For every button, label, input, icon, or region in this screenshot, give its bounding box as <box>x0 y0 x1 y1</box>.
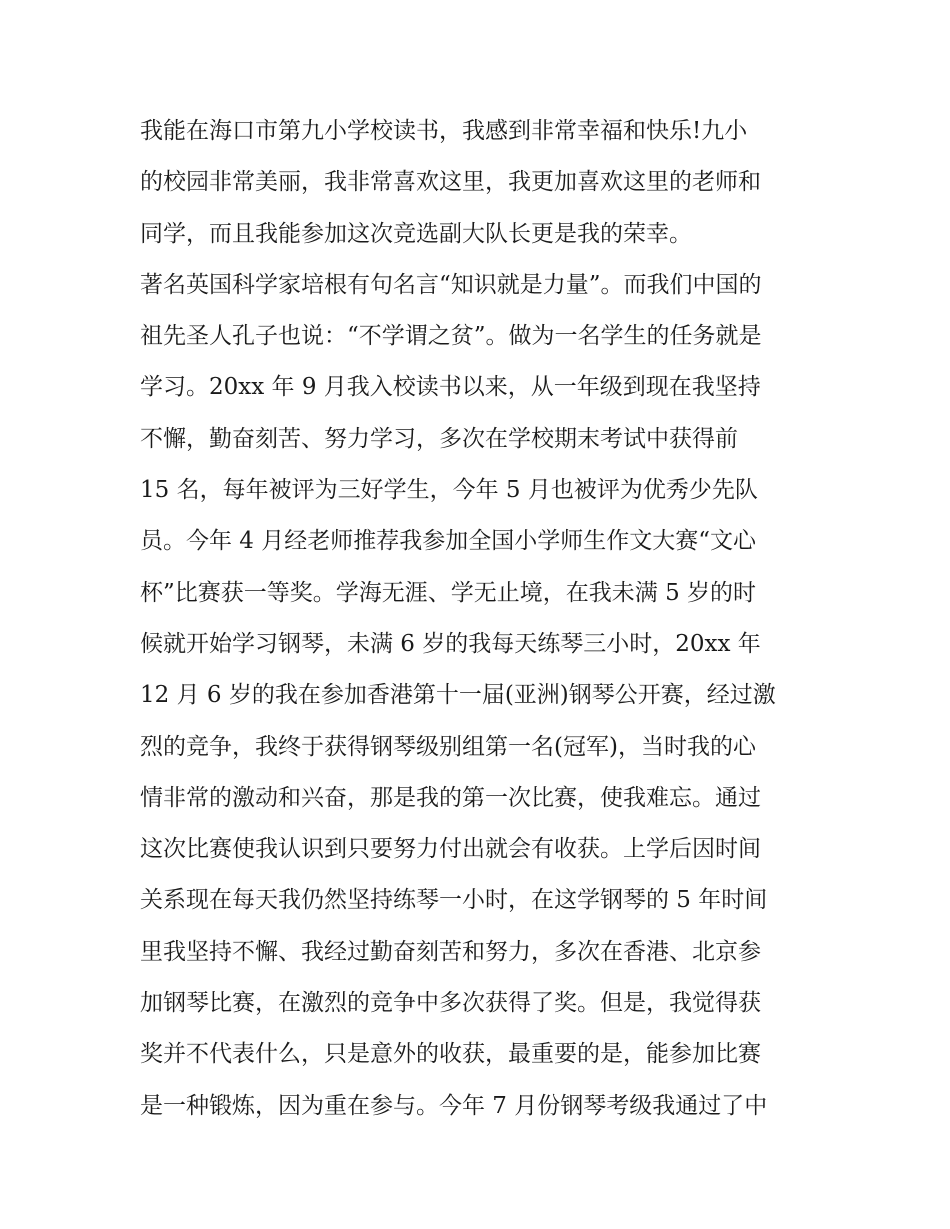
text-line-20: 是一种锻炼，因为重在参与。今年 7 月份钢琴考级我通过了中 <box>140 1092 768 1119</box>
body-text <box>140 106 830 1132</box>
text-line-11: 候就开始学习钢琴，未满 6 岁的我每天练琴三小时，20xx 年 <box>140 630 761 657</box>
text-line-14: 情非常的激动和兴奋，那是我的第一次比赛，使我难忘。通过 <box>140 784 761 811</box>
text-line-6: 学习。20xx 年 9 月我入校读书以来，从一年级到现在我坚持 <box>140 374 761 401</box>
text-line-18: 加钢琴比赛，在激烈的竞争中多次获得了奖。但是，我觉得获 <box>140 990 761 1017</box>
text-line-13: 烈的竞争，我终于获得钢琴级别组第一名(冠军)，当时我的心 <box>140 733 756 760</box>
text-line-16: 关系现在每天我仍然坚持练琴一小时，在这学钢琴的 5 年时间 <box>140 887 768 914</box>
text-line-12: 12 月 6 岁的我在参加香港第十一届(亚洲)钢琴公开赛，经过激 <box>140 682 776 709</box>
text-line-17: 里我坚持不懈、我经过勤奋刻苦和努力，多次在香港、北京参 <box>140 938 761 965</box>
text-line-9: 员。今年 4 月经老师推荐我参加全国小学师生作文大赛“文心 <box>140 528 757 555</box>
text-line-4: 著名英国科学家培根有句名言“知识就是力量”。而我们中国的 <box>140 271 762 298</box>
text-line-2: 的校园非常美丽，我非常喜欢这里，我更加喜欢这里的老师和 <box>140 169 761 196</box>
text-line-1: 我能在海口市第九小学校读书，我感到非常幸福和快乐!九小 <box>140 118 748 144</box>
text-line-8: 15 名，每年被评为三好学生，今年 5 月也被评为优秀少先队 <box>140 477 758 504</box>
text-line-10: 杯”比赛获一等奖。学海无涯、学无止境，在我未满 5 岁的时 <box>140 579 757 606</box>
text-line-15: 这次比赛使我认识到只要努力付出就会有收获。上学后因时间 <box>140 836 761 863</box>
text-line-3: 同学，而且我能参加这次竞选副大队长更是我的荣幸。 <box>140 220 692 247</box>
text-line-19: 奖并不代表什么，只是意外的收获，最重要的是，能参加比赛 <box>140 1041 761 1068</box>
text-line-7: 不懈，勤奋刻苦、努力学习，多次在学校期末考试中获得前 <box>140 425 738 452</box>
text-line-5: 祖先圣人孔子也说：“不学谓之贫”。做为一名学生的任务就是 <box>140 323 762 350</box>
